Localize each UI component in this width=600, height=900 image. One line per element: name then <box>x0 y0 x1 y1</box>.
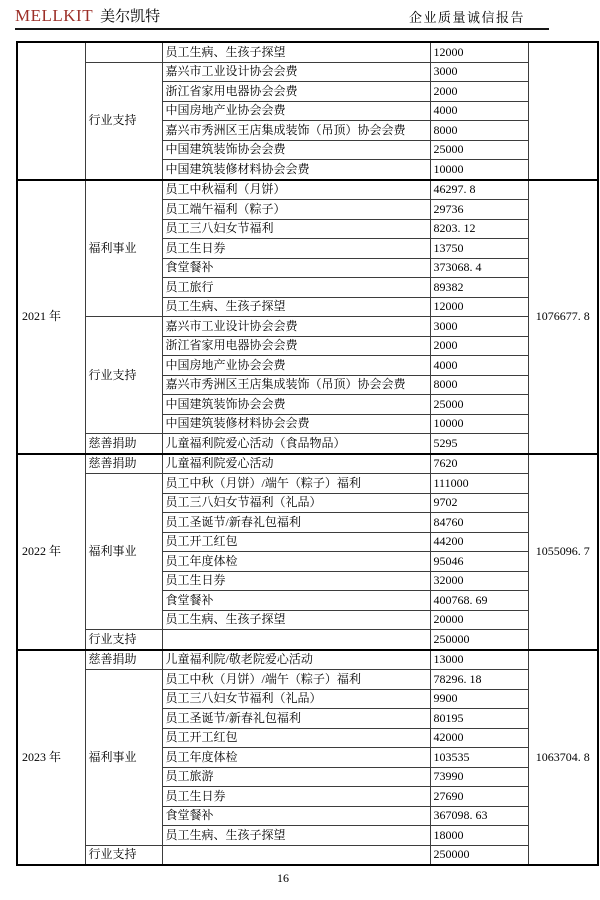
item-cell: 员工端午福利（粽子） <box>162 200 430 220</box>
item-cell: 员工圣诞节/新春礼包福利 <box>162 513 430 533</box>
amount-cell: 250000 <box>430 845 528 865</box>
item-cell: 员工生病、生孩子探望 <box>162 826 430 846</box>
year-cell: 2021 年 <box>17 180 85 454</box>
amount-cell: 3000 <box>430 317 528 337</box>
amount-cell: 103535 <box>430 748 528 768</box>
amount-cell: 373068. 4 <box>430 258 528 278</box>
table-row <box>17 474 598 494</box>
item-cell: 嘉兴市工业设计协会会费 <box>162 317 430 337</box>
category-cell: 行业支持 <box>85 845 162 865</box>
amount-cell: 2000 <box>430 336 528 356</box>
amount-cell: 25000 <box>430 140 528 160</box>
amount-cell: 13000 <box>430 650 528 670</box>
item-cell: 食堂餐补 <box>162 806 430 826</box>
table-row <box>17 650 598 670</box>
amount-cell: 44200 <box>430 532 528 552</box>
amount-cell: 250000 <box>430 630 528 650</box>
item-cell: 食堂餐补 <box>162 591 430 611</box>
table-row <box>17 434 598 454</box>
item-cell: 员工中秋福利（月饼） <box>162 180 430 200</box>
amount-cell: 7620 <box>430 454 528 474</box>
brand-logo <box>15 5 160 26</box>
table-row <box>17 180 598 200</box>
amount-cell: 29736 <box>430 200 528 220</box>
table-row <box>17 454 598 474</box>
item-cell: 儿童福利院爱心活动 <box>162 454 430 474</box>
year-cell: 2022 年 <box>17 454 85 650</box>
item-cell: 员工生病、生孩子探望 <box>162 610 430 630</box>
table-row <box>17 845 598 865</box>
amount-cell: 10000 <box>430 414 528 434</box>
year-cell <box>17 42 85 180</box>
item-cell <box>162 630 430 650</box>
expense-table <box>16 41 599 866</box>
item-cell: 嘉兴市工业设计协会会费 <box>162 62 430 82</box>
amount-cell: 111000 <box>430 474 528 494</box>
item-cell: 员工年度体检 <box>162 552 430 572</box>
amount-cell: 4000 <box>430 356 528 376</box>
item-cell: 员工中秋（月饼）/端午（粽子）福利 <box>162 670 430 690</box>
amount-cell: 5295 <box>430 434 528 454</box>
amount-cell: 4000 <box>430 101 528 121</box>
item-cell: 员工旅行 <box>162 278 430 298</box>
item-cell: 中国房地产业协会会费 <box>162 101 430 121</box>
brand-name-cn: 美尔凯特 <box>100 9 161 25</box>
year-cell: 2023 年 <box>17 650 85 866</box>
amount-cell: 32000 <box>430 571 528 591</box>
amount-cell: 9900 <box>430 689 528 709</box>
item-cell: 中国建筑装饰协会会费 <box>162 140 430 160</box>
category-cell: 慈善捐助 <box>85 454 162 474</box>
item-cell: 员工年度体检 <box>162 748 430 768</box>
item-cell: 儿童福利院/敬老院爱心活动 <box>162 650 430 670</box>
brand-name-en: MELLKIT <box>15 6 94 25</box>
category-cell: 慈善捐助 <box>85 650 162 670</box>
amount-cell: 20000 <box>430 610 528 630</box>
amount-cell: 12000 <box>430 42 528 62</box>
item-cell: 浙江省家用电器协会会费 <box>162 82 430 102</box>
category-cell: 慈善捐助 <box>85 434 162 454</box>
item-cell: 员工生日券 <box>162 787 430 807</box>
amount-cell: 95046 <box>430 552 528 572</box>
item-cell: 嘉兴市秀洲区王店集成装饰（吊顶）协会会费 <box>162 375 430 395</box>
amount-cell: 78296. 18 <box>430 670 528 690</box>
amount-cell: 8000 <box>430 121 528 141</box>
amount-cell: 8203. 12 <box>430 219 528 239</box>
category-cell: 行业支持 <box>85 630 162 650</box>
table-row <box>17 317 598 337</box>
item-cell: 员工开工红包 <box>162 728 430 748</box>
table-row <box>17 630 598 650</box>
item-cell: 员工生日券 <box>162 239 430 259</box>
item-cell: 员工三八妇女节福利（礼品） <box>162 493 430 513</box>
item-cell: 员工开工红包 <box>162 532 430 552</box>
amount-cell: 89382 <box>430 278 528 298</box>
item-cell: 中国建筑装修材料协会会费 <box>162 160 430 180</box>
item-cell: 员工旅游 <box>162 767 430 787</box>
amount-cell: 84760 <box>430 513 528 533</box>
category-cell: 行业支持 <box>85 62 162 180</box>
item-cell: 员工生病、生孩子探望 <box>162 42 430 62</box>
item-cell: 员工圣诞节/新春礼包福利 <box>162 709 430 729</box>
total-cell: 1076677. 8 <box>528 180 598 454</box>
amount-cell: 46297. 8 <box>430 180 528 200</box>
item-cell: 中国建筑装饰协会会费 <box>162 395 430 415</box>
category-cell: 福利事业 <box>85 670 162 846</box>
page-header <box>15 5 549 30</box>
item-cell: 嘉兴市秀洲区王店集成装饰（吊顶）协会会费 <box>162 121 430 141</box>
total-cell: 1055096. 7 <box>528 454 598 650</box>
amount-cell: 13750 <box>430 239 528 259</box>
item-cell: 浙江省家用电器协会会费 <box>162 336 430 356</box>
amount-cell: 8000 <box>430 375 528 395</box>
table-row <box>17 62 598 82</box>
item-cell: 食堂餐补 <box>162 258 430 278</box>
report-title: 企业质量诚信报告 <box>408 10 525 25</box>
category-cell: 福利事业 <box>85 180 162 317</box>
total-cell: 1063704. 8 <box>528 650 598 866</box>
category-cell: 行业支持 <box>85 317 162 434</box>
category-cell: 福利事业 <box>85 474 162 630</box>
amount-cell: 25000 <box>430 395 528 415</box>
amount-cell: 9702 <box>430 493 528 513</box>
page-number: 16 <box>277 871 289 885</box>
amount-cell: 3000 <box>430 62 528 82</box>
item-cell: 员工生病、生孩子探望 <box>162 297 430 317</box>
amount-cell: 400768. 69 <box>430 591 528 611</box>
amount-cell: 10000 <box>430 160 528 180</box>
amount-cell: 42000 <box>430 728 528 748</box>
amount-cell: 73990 <box>430 767 528 787</box>
item-cell: 儿童福利院爱心活动（食品物品） <box>162 434 430 454</box>
item-cell: 中国建筑装修材料协会会费 <box>162 414 430 434</box>
item-cell: 员工中秋（月饼）/端午（粽子）福利 <box>162 474 430 494</box>
item-cell: 员工三八妇女节福利（礼品） <box>162 689 430 709</box>
item-cell: 员工生日券 <box>162 571 430 591</box>
total-cell <box>528 42 598 180</box>
amount-cell: 18000 <box>430 826 528 846</box>
table-row <box>17 670 598 690</box>
item-cell <box>162 845 430 865</box>
table-row <box>17 42 598 62</box>
amount-cell: 367098. 63 <box>430 806 528 826</box>
amount-cell: 12000 <box>430 297 528 317</box>
amount-cell: 2000 <box>430 82 528 102</box>
category-cell <box>85 42 162 62</box>
item-cell: 中国房地产业协会会费 <box>162 356 430 376</box>
item-cell: 员工三八妇女节福利 <box>162 219 430 239</box>
amount-cell: 27690 <box>430 787 528 807</box>
amount-cell: 80195 <box>430 709 528 729</box>
